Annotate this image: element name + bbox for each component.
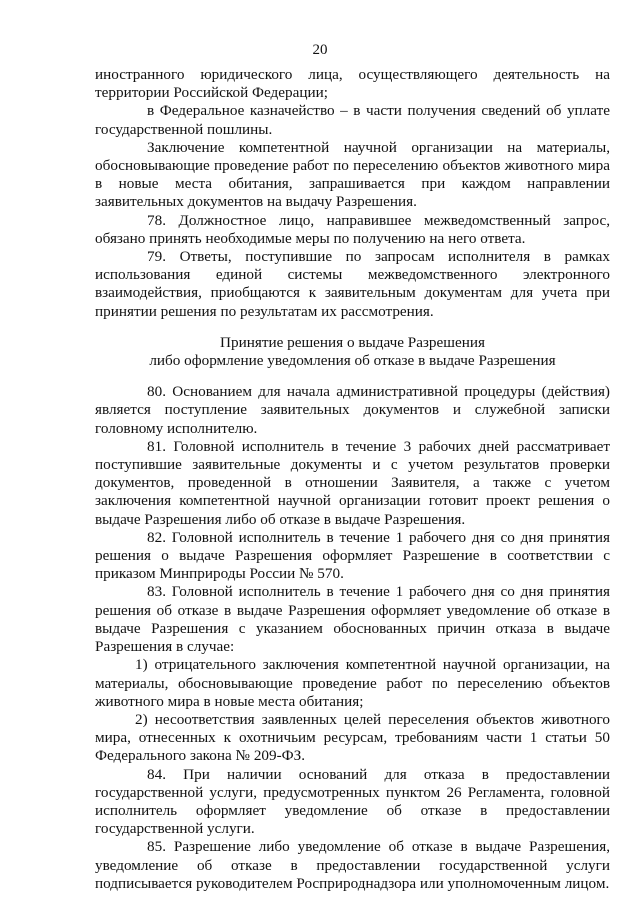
document-body [95, 66, 610, 893]
paragraph-79: 79. Ответы, поступившие по запросам исполнителя в рамках использования единой системы межведомственного электронного взаимодействия, приобщаются к заявительным документам для учета при принятии решения по результатам их рассмотрения. [95, 248, 610, 320]
section-heading-line-2: либо оформление уведомления об отказе в выдаче Разрешения [149, 352, 556, 370]
paragraph-84: 84. При наличии оснований для отказа в предоставлении государственной услуги, предусмотренных пунктом 26 Регламента, головной исполнитель оформляет уведомление об отказе в предоставлении государственной услуги. [95, 765, 610, 838]
paragraph: иностранного юридического лица, осуществляющего деятельность на территории Российской Федерации; [95, 66, 610, 102]
section-heading [95, 334, 610, 370]
paragraph-81: 81. Головной исполнитель в течение 3 рабочих дней рассматривает поступившие заявительные документы и с учетом результатов проверки документов, проведенной в отношении Заявителя, а также с учетом заключения компетентной научной организации готовит проект решения о выдаче Разрешения либо об отказе в выдаче Разрешения. [95, 437, 610, 528]
paragraph-83: 83. Головной исполнитель в течение 1 рабочего дня со дня принятия решения об отказе в выдаче Разрешения оформляет уведомление об отказе в выдаче Разрешения с указанием обоснованных причин отказа в выдаче Разрешения в случае: [95, 583, 610, 656]
paragraph: в Федеральное казначейство – в части получения сведений об уплате государственной пошлины. [95, 102, 610, 138]
paragraph-80: 80. Основанием для начала административной процедуры (действия) является поступление заявительных документов и служебной записки головному исполнителю. [95, 383, 610, 437]
paragraph-78: 78. Должностное лицо, направившее межведомственный запрос, обязано принять необходимые меры по получению на него ответа. [95, 211, 610, 247]
paragraph: Заключение компетентной научной организации на материалы, обосновывающие проведение работ по переселению объектов животного мира в новые места обитания, запрашивается при каждом направлении заявительных документов на выдачу Разрешения. [95, 138, 610, 211]
list-item: 1) отрицательного заключения компетентной научной организации, на материалы, обосновывающие проведение работ по переселению объектов животного мира в новые места обитания; [95, 656, 610, 710]
section-heading-line-1: Принятие решения о выдаче Разрешения [220, 333, 485, 351]
paragraph-82: 82. Головной исполнитель в течение 1 рабочего дня со дня принятия решения о выдаче Разрешения оформляет Разрешение в соответствии с приказом Минприроды России № 570. [95, 528, 610, 583]
page-number: 20 [312, 42, 328, 58]
list-item: 2) несоответствия заявленных целей переселения объектов животного мира, отнесенных к охотничьим ресурсам, требованиям части 1 статьи 50 Федерального закона № 209-ФЗ. [95, 710, 610, 765]
paragraph-85: 85. Разрешение либо уведомление об отказе в выдаче Разрешения, уведомление об отказе в предоставлении государственной услуги подписывается руководителем Росприроднадзора или уполномоченным лицом. [95, 838, 610, 892]
